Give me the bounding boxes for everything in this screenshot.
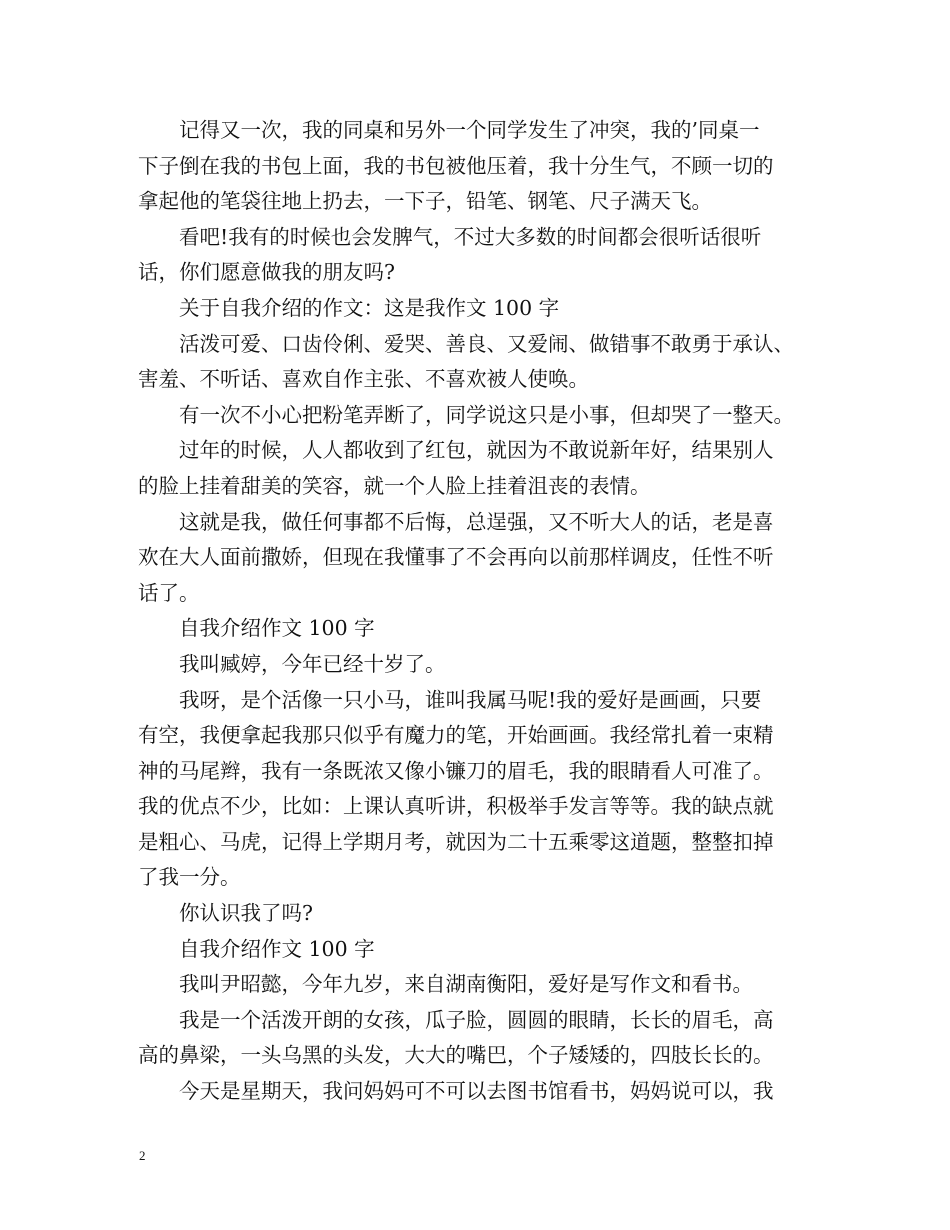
document-body	[138, 113, 818, 1110]
text-line: 记得又一次，我的同桌和另外一个同学发生了冲突，我的’同桌一	[179, 118, 760, 142]
paragraph	[138, 327, 818, 398]
paragraph	[138, 683, 818, 897]
text-line: 自我介绍作文 100 字	[179, 616, 375, 641]
paragraph	[138, 113, 818, 220]
text-line: 我呀，是个活像一只小马，谁叫我属马呢!我的爱好是画画，只要	[179, 687, 762, 712]
text-line: 自我介绍作文 100 字	[179, 936, 375, 961]
text-line: 了我一分。	[138, 865, 241, 890]
text-line: 害羞、不听话、喜欢自作主张、不喜欢被人使唤。	[138, 367, 589, 392]
page-number: 2	[139, 1148, 146, 1163]
text-line: 关于自我介绍的作文：这是我作文 100 字	[179, 295, 560, 320]
text-line: 拿起他的笔袋往地上扔去，一下子，铅笔、钢笔、尺子满天飞。	[138, 189, 712, 214]
text-line: 我叫臧婷，今年已经十岁了。	[179, 651, 446, 676]
paragraph	[138, 647, 818, 683]
paragraph	[138, 433, 818, 504]
text-line: 神的马尾辫，我有一条既浓又像小镰刀的眉毛，我的眼睛看人可准了。	[138, 758, 774, 783]
section-heading	[138, 932, 818, 968]
text-line: 高的鼻梁，一头乌黑的头发，大大的嘴巴，个子矮矮的，四肢长长的。	[138, 1043, 774, 1068]
text-line: 这就是我，做任何事都不后悔，总逞强，又不听大人的话，老是喜	[179, 509, 774, 534]
paragraph	[138, 505, 818, 612]
text-line: 有空，我便拿起我那只似乎有魔力的笔，开始画画。我经常扎着一束精	[138, 723, 774, 748]
text-line: 是粗心、马虎，记得上学期月考，就因为二十五乘零这道题，整整扣掉	[138, 829, 774, 854]
text-line: 过年的时候，人人都收到了红包，就因为不敢说新年好，结果别人	[179, 438, 774, 463]
paragraph	[138, 967, 818, 1003]
paragraph	[138, 896, 818, 932]
paragraph	[138, 1003, 818, 1074]
text-line: 活泼可爱、口齿伶俐、爱哭、善良、又爱闹、做错事不敢勇于承认、	[179, 331, 794, 356]
text-line: 欢在大人面前撒娇，但现在我懂事了不会再向以前那样调皮，任性不听	[138, 545, 774, 570]
paragraph	[138, 1074, 818, 1110]
text-line: 话，你们愿意做我的朋友吗?	[138, 260, 395, 285]
section-heading	[138, 291, 818, 327]
text-line: 话了。	[138, 580, 200, 605]
text-line: 看吧!我有的时候也会发脾气，不过大多数的时间都会很听话很听	[179, 224, 762, 249]
paragraph	[138, 220, 818, 291]
text-line: 我的优点不少，比如：上课认真听讲，积极举手发言等等。我的缺点就	[138, 794, 774, 819]
text-line: 我是一个活泼开朗的女孩，瓜子脸，圆圆的眼睛，长长的眉毛，高	[179, 1007, 774, 1032]
text-line: 你认识我了吗?	[179, 901, 313, 926]
paragraph	[138, 398, 818, 434]
text-line: 下子倒在我的书包上面，我的书包被他压着，我十分生气，不顾一切的	[138, 153, 774, 178]
text-line: 的脸上挂着甜美的笑容，就一个人脸上挂着沮丧的表情。	[138, 473, 651, 498]
text-line: 我叫尹昭懿，今年九岁，来自湖南衡阳，爱好是写作文和看书。	[179, 972, 753, 997]
text-line: 有一次不小心把粉笔弄断了，同学说这只是小事，但却哭了一整天。	[179, 402, 794, 427]
text-line: 今天是星期天，我问妈妈可不可以去图书馆看书，妈妈说可以，我	[179, 1079, 774, 1104]
section-heading	[138, 611, 818, 647]
